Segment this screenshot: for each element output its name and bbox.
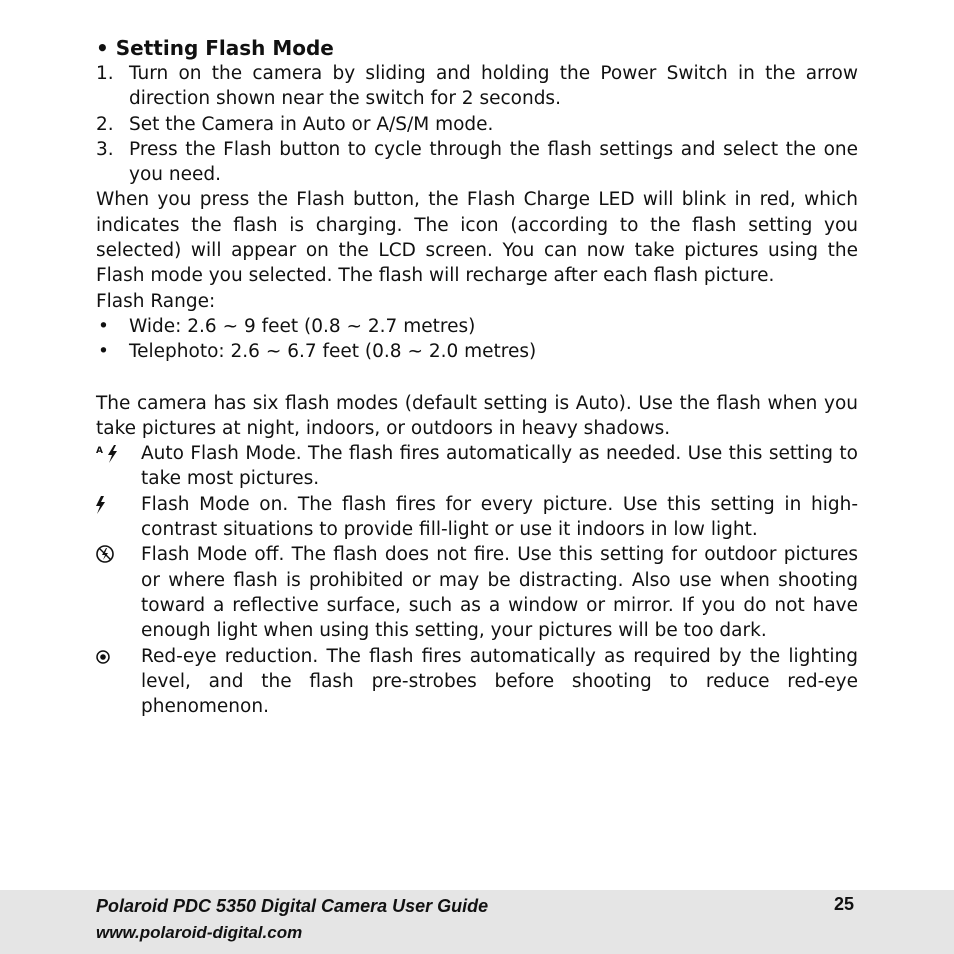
flash-mode-text: Flash Mode on. The flash fires for every picture. Use this setting in high-contrast situations to provide fill-light or use it indoors in low light. — [141, 493, 858, 541]
flash-modes-intro: The camera has six flash modes (default setting is Auto). Use the flash when you take pictures at night, indoors, or outdoors in heavy shadows. — [96, 392, 858, 439]
flash-mode-text: Auto Flash Mode. The flash fires automatically as needed. Use this setting to take most pictures. — [141, 443, 858, 490]
flash-mode-item — [96, 644, 858, 720]
step-item — [96, 61, 858, 112]
step-item — [96, 137, 858, 188]
heading-bullet: • — [96, 36, 109, 60]
step-number: 2. — [96, 113, 114, 135]
heading-text: Setting Flash Mode — [115, 36, 334, 60]
spacer — [96, 365, 858, 391]
flash-range-text: Telephoto: 2.6 ~ 6.7 feet (0.8 ~ 2.0 metres) — [129, 341, 537, 363]
step-text: Turn on the camera by sliding and holding the Power Switch in the arrow direction shown near the switch for 2 seconds. — [129, 63, 858, 110]
auto-flash-icon — [96, 443, 124, 465]
flash-mode-item — [96, 542, 858, 643]
manual-page — [96, 36, 858, 719]
page-footer — [0, 890, 954, 954]
flash-mode-item — [96, 492, 858, 543]
flash-off-icon — [96, 544, 124, 566]
flash-range-text: Wide: 2.6 ~ 9 feet (0.8 ~ 2.7 metres) — [129, 315, 476, 337]
website-url: www.polaroid-digital.com — [96, 923, 303, 942]
section-heading — [96, 36, 858, 61]
step-text: Set the Camera in Auto or A/S/M mode. — [129, 113, 494, 135]
flash-range-label: Flash Range: — [96, 290, 216, 312]
page-number: 25 — [834, 894, 855, 914]
step-item — [96, 112, 858, 137]
flash-charge-paragraph: When you press the Flash button, the Flash Charge LED will blink in red, which indicates the flash is charging. The icon (according to the flash setting you selected) will appear on the LCD screen. You can now take pictures using the Flash mode you selected. The flash will recharge after each flash picture. — [96, 189, 858, 287]
flash-mode-text: Flash Mode off. The flash does not fire. Use this setting for outdoor pictures or where flash is prohibited or may be distracting. Also use when shooting toward a reflective surface, such as a window or mirror. If you do not have enough light when using this setting, your pictures will be too dark. — [141, 544, 858, 642]
red-eye-icon — [96, 646, 124, 668]
flash-range-item — [96, 314, 858, 339]
flash-on-icon — [96, 494, 124, 516]
flash-mode-item — [96, 441, 858, 492]
guide-title: Polaroid PDC 5350 Digital Camera User Guide — [96, 896, 489, 916]
step-text: Press the Flash button to cycle through the flash settings and select the one you need. — [129, 138, 858, 186]
auto-flash-letter: A — [96, 446, 103, 457]
list-bullet: • — [98, 341, 109, 363]
step-number: 1. — [96, 63, 114, 84]
flash-mode-text: Red-eye reduction. The flash fires automatically as required by the lighting level, and the flash pre-strobes before shooting to reduce red-eye phenomenon. — [141, 645, 858, 718]
list-bullet: • — [98, 315, 109, 337]
step-number: 3. — [96, 138, 114, 160]
flash-range-item — [96, 339, 858, 364]
